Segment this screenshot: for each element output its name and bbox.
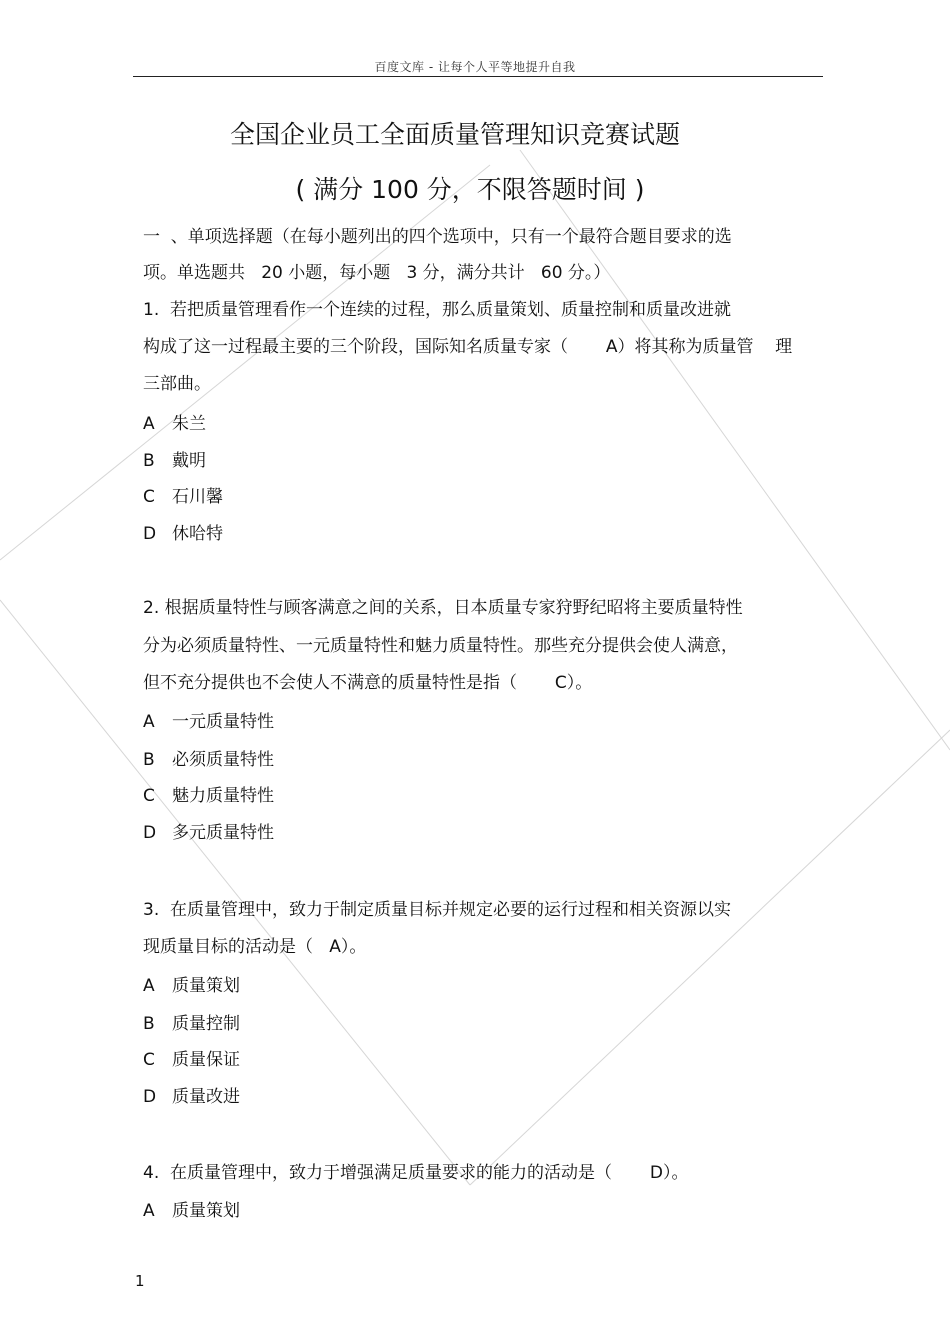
header-divider [133,76,823,77]
option-text: 戴明 [172,451,206,471]
option-letter: C [143,786,155,806]
option-text: 质量保证 [172,1050,240,1070]
option-letter: D [143,524,157,544]
option-text: 质量改进 [172,1087,240,1107]
option-text: 魅力质量特性 [172,786,274,806]
question-1-line-2: 构成了这一过程最主要的三个阶段，国际知名质量专家（ A）将其称为质量管 理 [143,337,793,357]
option-letter: A [143,712,155,732]
option-text: 休哈特 [172,524,223,544]
question-1-option-d [143,524,223,544]
option-letter: C [143,1050,155,1070]
question-1-option-b [143,451,206,471]
document-subtitle: ( 满分 100 分，不限答题时间 ) [295,175,645,204]
option-letter: D [143,1087,157,1107]
page-header: 百度文库 - 让每个人平等地提升自我 [374,60,576,74]
option-letter: A [143,1201,155,1221]
option-text: 石川馨 [172,487,223,507]
option-letter: A [143,414,155,434]
option-letter: B [143,750,155,770]
question-3-option-d [143,1087,240,1107]
option-letter: C [143,487,155,507]
question-3-option-c [143,1050,240,1070]
question-3-line-2: 现质量目标的活动是（ A）。 [143,937,367,957]
option-text: 必须质量特性 [172,750,274,770]
question-2-line-3: 但不充分提供也不会使人不满意的质量特性是指（ C）。 [143,673,593,693]
question-3-option-a [143,976,240,996]
section-heading-line-1: 一 、单项选择题（在每小题列出的四个选项中，只有一个最符合题目要求的选 [143,227,732,247]
question-1-line-1: 1. 若把质量管理看作一个连续的过程，那么质量策划、质量控制和质量改进就 [143,300,732,320]
question-1-option-a [143,414,206,434]
option-letter: B [143,1014,155,1034]
question-2-option-d [143,823,274,843]
question-2-line-2: 分为必须质量特性、一元质量特性和魅力质量特性。那些充分提供会使人满意， [143,636,738,656]
question-1-option-c [143,487,223,507]
question-2-line-1: 2. 根据质量特性与顾客满意之间的关系，日本质量专家狩野纪昭将主要质量特性 [143,598,743,618]
question-4-option-a [143,1201,240,1221]
option-text: 多元质量特性 [172,823,274,843]
question-3-option-b [143,1014,240,1034]
question-2-option-b [143,750,274,770]
section-heading-line-2: 项。单选题共 20 小题，每小题 3 分，满分共计 60 分。） [143,263,611,283]
option-letter: A [143,976,155,996]
option-text: 一元质量特性 [172,712,274,732]
question-2-option-c [143,786,274,806]
question-1-line-3: 三部曲。 [143,374,211,394]
option-text: 朱兰 [172,414,206,434]
option-letter: D [143,823,157,843]
option-letter: B [143,451,155,471]
option-text: 质量策划 [172,976,240,996]
question-2-option-a [143,712,274,732]
document-title: 全国企业员工全面质量管理知识竞赛试题 [229,120,680,149]
question-4-line-1: 4. 在质量管理中，致力于增强满足质量要求的能力的活动是（ D）。 [143,1163,689,1183]
option-text: 质量策划 [172,1201,240,1221]
question-3-line-1: 3. 在质量管理中，致力于制定质量目标并规定必要的运行过程和相关资源以实 [143,900,732,920]
page-number: 1 [135,1272,145,1290]
option-text: 质量控制 [172,1014,240,1034]
